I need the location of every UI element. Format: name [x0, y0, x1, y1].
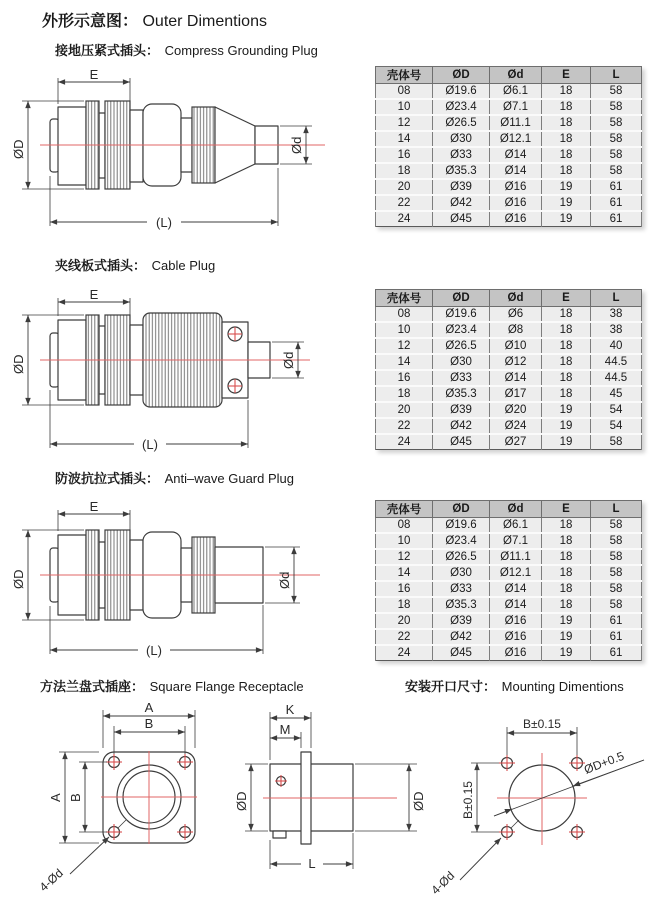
table-cell: Ø26.5: [433, 115, 490, 131]
table-cell: Ø8: [490, 322, 542, 338]
heading-zh: 方法兰盘式插座：: [40, 679, 145, 694]
table-row: [376, 307, 642, 323]
column-header: E: [542, 67, 591, 84]
section-heading-cable-plug: [55, 255, 215, 274]
table-cell: 24: [376, 211, 433, 227]
table-cell: Ø45: [433, 434, 490, 450]
table-cell: Ø14: [490, 581, 542, 597]
table-cell: 18: [542, 581, 591, 597]
table-cell: 61: [591, 179, 642, 195]
table-cell: Ø30: [433, 354, 490, 370]
table-cell: 18: [542, 147, 591, 163]
column-header: Ød: [490, 501, 542, 518]
table-row: [376, 549, 642, 565]
anti-wave-guard-plug-diagram: [10, 498, 370, 673]
table-row: [376, 354, 642, 370]
table-cell: Ø35.3: [433, 597, 490, 613]
table-cell: 08: [376, 518, 433, 534]
table-cell: 61: [591, 629, 642, 645]
table-cell: 22: [376, 418, 433, 434]
dim-label-OD-left: ØD: [234, 791, 249, 811]
table-body: [376, 84, 642, 227]
dim-label-L: (L): [156, 215, 172, 230]
column-header: E: [542, 501, 591, 518]
table-row: [376, 147, 642, 163]
table-cell: Ø12: [490, 354, 542, 370]
table-cell: 44.5: [591, 370, 642, 386]
table-cell: Ø6: [490, 307, 542, 323]
table-cell: Ø17: [490, 386, 542, 402]
table-cell: 58: [591, 84, 642, 100]
table-cell: Ø42: [433, 418, 490, 434]
table-cell: 20: [376, 179, 433, 195]
table-cell: Ø35.3: [433, 386, 490, 402]
table-row: [376, 115, 642, 131]
table-cell: Ø12.1: [490, 131, 542, 147]
dim-label-4-holes: 4-Ød: [428, 868, 458, 898]
table-cell: 12: [376, 549, 433, 565]
dim-label-M: M: [279, 722, 291, 737]
dim-label-B-side: B±0.15: [461, 781, 475, 819]
table-cell: 18: [542, 518, 591, 534]
table-cell: 14: [376, 354, 433, 370]
table-cell: Ø30: [433, 565, 490, 581]
dimensions: [428, 717, 644, 897]
table-cell: Ø24: [490, 418, 542, 434]
table-cell: 61: [591, 195, 642, 211]
table-row: [376, 565, 642, 581]
column-header: ØD: [433, 290, 490, 307]
dim-label-OD: ØD: [11, 354, 26, 374]
table-cell: Ø45: [433, 211, 490, 227]
table-cell: Ø39: [433, 402, 490, 418]
table-cell: 61: [591, 211, 642, 227]
table-cell: Ø23.4: [433, 322, 490, 338]
column-header: 壳体号: [376, 501, 433, 518]
table-cell: 19: [542, 645, 591, 661]
table-row: [376, 322, 642, 338]
table-cell: Ø23.4: [433, 99, 490, 115]
table-header-row: [376, 501, 642, 518]
table-cell: 19: [542, 211, 591, 227]
table-cell: 16: [376, 370, 433, 386]
dim-label-4-holes: 4-Ød: [36, 865, 66, 895]
dim-label-OD-plus: ØD+0.5: [582, 748, 627, 777]
column-header: L: [591, 290, 642, 307]
table-cell: 58: [591, 565, 642, 581]
table-cell: Ø14: [490, 597, 542, 613]
table-cell: 18: [542, 115, 591, 131]
table-row: [376, 99, 642, 115]
table-cell: Ø20: [490, 402, 542, 418]
table-cell: Ø14: [490, 163, 542, 179]
table-row: [376, 179, 642, 195]
table-cell: 14: [376, 565, 433, 581]
page-title: [42, 8, 267, 31]
section-heading-compress-grounding-plug: [55, 40, 318, 59]
table-cell: Ø42: [433, 195, 490, 211]
column-header: E: [542, 290, 591, 307]
table-cell: Ø16: [490, 613, 542, 629]
table-cell: 19: [542, 629, 591, 645]
mounting-cutout-view: [424, 698, 661, 898]
table-cell: Ø42: [433, 629, 490, 645]
dim-label-L: (L): [142, 437, 158, 452]
table-cell: 18: [542, 338, 591, 354]
table-cell: 18: [542, 322, 591, 338]
table-cell: Ø19.6: [433, 84, 490, 100]
table-cell: 20: [376, 613, 433, 629]
table-row: [376, 581, 642, 597]
section-heading-square-flange-receptacle: [40, 676, 304, 695]
table-row: [376, 131, 642, 147]
table-cell: 24: [376, 434, 433, 450]
table-cell: 18: [542, 370, 591, 386]
table-cell: 58: [591, 131, 642, 147]
table-cell: 22: [376, 195, 433, 211]
dim-label-E: E: [89, 287, 99, 302]
table-cell: Ø23.4: [433, 533, 490, 549]
table-cell: Ø19.6: [433, 518, 490, 534]
square-flange-side-view: [234, 698, 427, 898]
table-cell: 10: [376, 322, 433, 338]
table-cell: 58: [591, 163, 642, 179]
table-cell: 10: [376, 99, 433, 115]
table-cell: Ø30: [433, 131, 490, 147]
table-cell: 58: [591, 99, 642, 115]
table-row: [376, 211, 642, 227]
table-cell: Ø16: [490, 195, 542, 211]
table-cell: 18: [542, 386, 591, 402]
table-cell: Ø45: [433, 645, 490, 661]
anti-wave-guard-plug-table: [375, 500, 642, 661]
table-cell: 10: [376, 533, 433, 549]
table-cell: 18: [376, 163, 433, 179]
table-cell: 61: [591, 645, 642, 661]
page-title-en: Outer Dimentions: [142, 13, 267, 30]
table-cell: Ø16: [490, 645, 542, 661]
table-cell: 58: [591, 549, 642, 565]
table-cell: Ø33: [433, 147, 490, 163]
table-row: [376, 402, 642, 418]
compress-grounding-plug-diagram: [10, 68, 370, 238]
table-cell: 38: [591, 322, 642, 338]
table-cell: Ø26.5: [433, 338, 490, 354]
dim-label-OD: ØD: [11, 139, 26, 159]
table-cell: Ø10: [490, 338, 542, 354]
table-cell: 18: [542, 99, 591, 115]
table-header-row: [376, 67, 642, 84]
table-cell: Ø6.1: [490, 518, 542, 534]
table-cell: Ø33: [433, 370, 490, 386]
dim-label-E: E: [89, 499, 99, 514]
section-heading-mounting-dimensions: [405, 676, 624, 695]
page-title-zh: 外形示意图：: [42, 13, 139, 30]
table-body: [376, 307, 642, 450]
dim-label-Od: Ød: [277, 571, 292, 589]
table-row: [376, 195, 642, 211]
column-header: L: [591, 67, 642, 84]
dim-label-Od: Ød: [289, 136, 304, 154]
table-cell: 54: [591, 402, 642, 418]
table-cell: 18: [542, 533, 591, 549]
table-cell: 19: [542, 434, 591, 450]
heading-zh: 接地压紧式插头：: [55, 43, 160, 58]
table-cell: 19: [542, 613, 591, 629]
table-cell: Ø14: [490, 370, 542, 386]
table-cell: 18: [542, 565, 591, 581]
table-cell: 08: [376, 307, 433, 323]
table-cell: Ø33: [433, 581, 490, 597]
table-row: [376, 518, 642, 534]
table-cell: 45: [591, 386, 642, 402]
table-cell: 40: [591, 338, 642, 354]
table-cell: Ø7.1: [490, 533, 542, 549]
table-cell: Ø19.6: [433, 307, 490, 323]
dim-label-K: K: [285, 702, 295, 717]
table-cell: 19: [542, 195, 591, 211]
heading-en: Compress Grounding Plug: [164, 43, 318, 58]
table-cell: 20: [376, 402, 433, 418]
heading-en: Anti–wave Guard Plug: [164, 471, 294, 486]
table-row: [376, 370, 642, 386]
dim-label-Od: Ød: [281, 351, 296, 369]
table-cell: 58: [591, 597, 642, 613]
table-cell: Ø12.1: [490, 565, 542, 581]
column-header: Ød: [490, 290, 542, 307]
table-cell: Ø16: [490, 179, 542, 195]
table-cell: Ø6.1: [490, 84, 542, 100]
table-cell: 16: [376, 581, 433, 597]
table-cell: 44.5: [591, 354, 642, 370]
table-row: [376, 418, 642, 434]
table-cell: 18: [542, 163, 591, 179]
table-row: [376, 645, 642, 661]
table-cell: Ø16: [490, 629, 542, 645]
column-header: L: [591, 501, 642, 518]
table-cell: 54: [591, 418, 642, 434]
table-cell: Ø11.1: [490, 549, 542, 565]
table-cell: Ø7.1: [490, 99, 542, 115]
table-row: [376, 386, 642, 402]
dim-label-OD: ØD: [11, 569, 26, 589]
table-cell: 18: [376, 386, 433, 402]
table-cell: 22: [376, 629, 433, 645]
dim-label-L: L: [308, 856, 316, 871]
table-cell: 58: [591, 518, 642, 534]
heading-zh: 安装开口尺寸：: [405, 679, 497, 694]
dim-label-A-side: A: [48, 793, 63, 802]
table-cell: 19: [542, 418, 591, 434]
table-cell: Ø27: [490, 434, 542, 450]
table-header-row: [376, 290, 642, 307]
table-cell: 58: [591, 147, 642, 163]
heading-en: Cable Plug: [151, 258, 216, 273]
table-cell: Ø14: [490, 147, 542, 163]
table-cell: Ø39: [433, 179, 490, 195]
column-header: 壳体号: [376, 67, 433, 84]
table-row: [376, 163, 642, 179]
table-cell: Ø11.1: [490, 115, 542, 131]
table-cell: 19: [542, 179, 591, 195]
table-cell: 38: [591, 307, 642, 323]
table-cell: 18: [542, 597, 591, 613]
table-row: [376, 84, 642, 100]
dim-label-E: E: [89, 67, 99, 82]
column-header: Ød: [490, 67, 542, 84]
heading-zh: 夹线板式插头：: [55, 258, 147, 273]
cable-plug-diagram: [10, 288, 370, 463]
dim-label-A: A: [144, 700, 154, 715]
table-cell: 12: [376, 338, 433, 354]
table-cell: Ø16: [490, 211, 542, 227]
table-row: [376, 597, 642, 613]
table-cell: 18: [376, 597, 433, 613]
table-cell: Ø39: [433, 613, 490, 629]
table-cell: 19: [542, 402, 591, 418]
table-cell: 18: [542, 549, 591, 565]
dim-label-OD-right: ØD: [411, 791, 426, 811]
table-cell: 12: [376, 115, 433, 131]
heading-en: Mounting Dimentions: [501, 679, 624, 694]
table-row: [376, 629, 642, 645]
dim-label-B: B: [144, 716, 154, 731]
dim-label-L: (L): [146, 643, 162, 658]
table-body: [376, 518, 642, 661]
table-row: [376, 434, 642, 450]
table-cell: 18: [542, 354, 591, 370]
table-cell: Ø35.3: [433, 163, 490, 179]
table-cell: 14: [376, 131, 433, 147]
table-cell: 58: [591, 434, 642, 450]
heading-zh: 防波抗拉式插头：: [55, 471, 160, 486]
dim-label-B-top: B±0.15: [523, 717, 561, 731]
table-cell: 18: [542, 84, 591, 100]
column-header: 壳体号: [376, 290, 433, 307]
table-cell: 18: [542, 131, 591, 147]
table-row: [376, 338, 642, 354]
table-row: [376, 533, 642, 549]
table-cell: 18: [542, 307, 591, 323]
table-cell: Ø26.5: [433, 549, 490, 565]
table-cell: 24: [376, 645, 433, 661]
cable-plug-table: [375, 289, 642, 450]
dim-label-B-side: B: [68, 793, 83, 802]
table-cell: 61: [591, 613, 642, 629]
column-header: ØD: [433, 67, 490, 84]
table-cell: 58: [591, 115, 642, 131]
table-row: [376, 613, 642, 629]
section-heading-anti-wave-guard-plug: [55, 468, 294, 487]
table-cell: 58: [591, 581, 642, 597]
table-cell: 08: [376, 84, 433, 100]
square-flange-front-view: [22, 698, 237, 898]
table-cell: 58: [591, 533, 642, 549]
compress-grounding-plug-table: [375, 66, 642, 227]
heading-en: Square Flange Receptacle: [149, 679, 304, 694]
column-header: ØD: [433, 501, 490, 518]
table-cell: 16: [376, 147, 433, 163]
